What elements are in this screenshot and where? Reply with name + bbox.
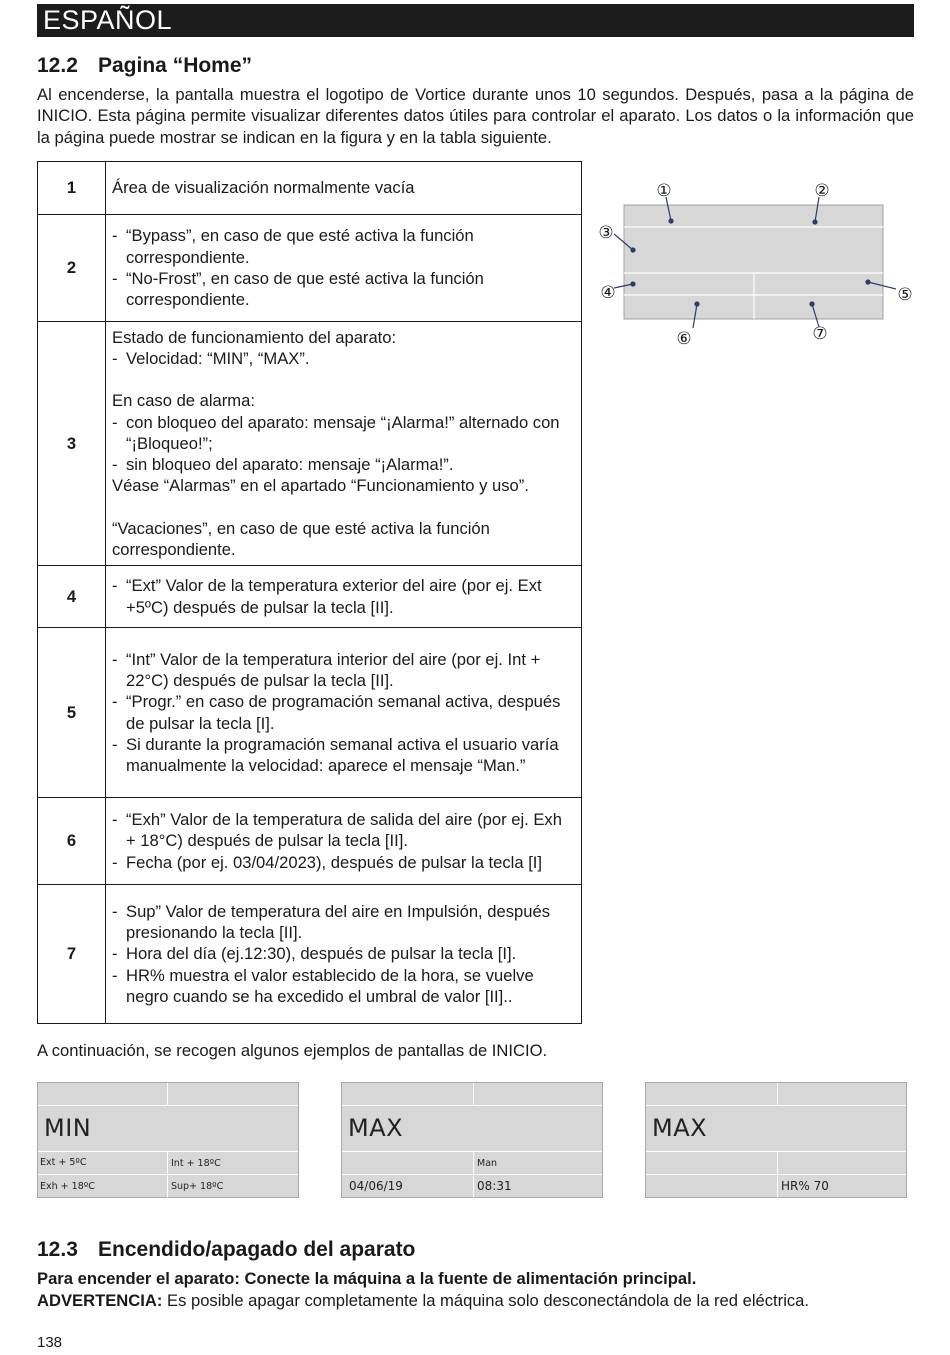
time-value: 08:31 [477, 1179, 512, 1193]
power-on-instruction: Para encender el aparato: Conecte la máquina a la fuente de alimentación principal. [37, 1269, 697, 1288]
display-diagram [596, 176, 916, 348]
description-line: - Velocidad: “MIN”, “MAX”. [112, 348, 310, 368]
language-header: ESPAÑOL [37, 4, 914, 37]
description-line: Área de visualización normalmente vacía [112, 178, 415, 198]
description-line: - Si durante la programación semanal activa el usuario varía manualmente la velocidad: aparece el mensaje “Man.” [112, 734, 559, 776]
callout-dot-5 [866, 280, 870, 284]
section-number: 12.3 [37, 1238, 78, 1261]
section-number: 12.2 [37, 54, 78, 77]
table-row [38, 162, 582, 215]
row-number: 4 [38, 566, 106, 628]
callout-dot-1 [669, 219, 673, 223]
sup-temp: Sup+ 18ºC [171, 1181, 224, 1192]
callout-label-2: ② [814, 181, 830, 201]
description-line: - “Progr.” en caso de programación semanal activa, después de pulsar la tecla [I]. [112, 692, 561, 733]
row-number: 6 [38, 798, 106, 885]
description-line: - “Bypass”, en caso de que esté activa la función correspondiente. [112, 226, 474, 267]
description-line: - con bloqueo del aparato: mensaje “¡Alarma!” alternado con “¡Bloqueo!”; [112, 412, 560, 453]
callout-label-5: ⑤ [897, 285, 913, 305]
row-description [106, 215, 582, 322]
table-row [38, 628, 582, 798]
speed-label: MAX [652, 1114, 708, 1142]
example-screen-3 [645, 1082, 907, 1198]
table-row [38, 885, 582, 1024]
humidity-value: HR% 70 [781, 1179, 829, 1193]
callout-dot-7 [810, 302, 814, 306]
table-row [38, 322, 582, 566]
ext-temp: Ext + 5ºC [40, 1157, 87, 1168]
examples-intro: A continuación, se recogen algunos ejemplos de pantallas de INICIO. [37, 1041, 548, 1060]
description-line: - Hora del día (ej.12:30), después de pulsar la tecla [I]. [112, 944, 517, 964]
row-description [106, 322, 582, 566]
int-temp: Int + 18ºC [171, 1158, 221, 1169]
row-number: 2 [38, 215, 106, 322]
description-line: - Fecha (por ej. 03/04/2023), después de pulsar la tecla [I] [112, 852, 543, 872]
row-description [106, 566, 582, 628]
table-row [38, 798, 582, 885]
description-line: - “Ext” Valor de la temperatura exterior del aire (por ej. Ext +5ºC) después de pulsar la tecla [II]. [112, 576, 542, 617]
row-number: 1 [38, 162, 106, 215]
description-line: - “Int” Valor de la temperatura interior del aire (por ej. Int + 22°C) después de pulsar la tecla [II]. [112, 649, 541, 690]
callout-label-6: ⑥ [676, 329, 692, 348]
info-table [37, 161, 582, 1024]
speed-label: MIN [44, 1114, 92, 1142]
row-number: 5 [38, 628, 106, 798]
description-line: En caso de alarma: [112, 391, 255, 411]
section-title-12-2 [37, 54, 252, 78]
table-row [38, 215, 582, 322]
callout-label-7: ⑦ [812, 324, 828, 344]
description-line: - HR% muestra el valor establecido de la hora, se vuelve negro cuando se ha excedido el umbral de valor [II].. [112, 965, 534, 1006]
warning-label: ADVERTENCIA: [37, 1291, 163, 1310]
description-line: - sin bloqueo del aparato: mensaje “¡Alarma!”. [112, 455, 454, 475]
table-row [38, 566, 582, 628]
date-value: 04/06/19 [349, 1179, 403, 1193]
callout-label-3: ③ [598, 223, 614, 243]
row-number: 3 [38, 322, 106, 566]
callout-dot-4 [631, 282, 635, 286]
warning-text: Es posible apagar completamente la máquina solo desconectándola de la red eléctrica. [162, 1291, 810, 1310]
description-line: Véase “Alarmas” en el apartado “Funcionamiento y uso”. [112, 476, 529, 496]
callout-label-4: ④ [600, 283, 616, 303]
row-description [106, 162, 582, 215]
row-number: 7 [38, 885, 106, 1024]
section-heading: Encendido/apagado del aparato [98, 1238, 416, 1261]
callout-dot-3 [631, 248, 635, 252]
callout-dot-2 [813, 220, 817, 224]
description-line: Estado de funcionamiento del aparato: [112, 327, 397, 347]
callout-dot-6 [695, 302, 699, 306]
speed-label: MAX [348, 1114, 404, 1142]
callout-label-1: ① [656, 181, 672, 201]
description-line: - Sup” Valor de temperatura del aire en Impulsión, después presionando la tecla [II]. [112, 901, 550, 943]
example-screen-1 [37, 1082, 299, 1198]
intro-paragraph: Al encenderse, la pantalla muestra el logotipo de Vortice durante unos 10 segundos. Después, pasa a la página de INICIO. Esta página permite visualizar diferentes datos útiles para controlar el aparato. Los datos o la información que la página puede mostrar se indican en la figura y en la tabla siguiente. [37, 85, 914, 147]
warning-line [37, 1291, 809, 1311]
row-description [106, 798, 582, 885]
example-screen-2 [341, 1082, 603, 1198]
page-number: 138 [37, 1334, 63, 1351]
description-line: - “No-Frost”, en caso de que esté activa la función correspondiente. [112, 269, 484, 310]
exh-temp: Exh + 18ºC [40, 1181, 95, 1192]
section-title-12-3 [37, 1238, 415, 1262]
manual-indicator: Man [477, 1158, 498, 1169]
row-description [106, 885, 582, 1024]
row-description [106, 628, 582, 798]
section-heading: Pagina “Home” [98, 54, 253, 77]
description-line: “Vacaciones”, en caso de que esté activa la función correspondiente. [112, 518, 490, 560]
description-line: - “Exh” Valor de la temperatura de salida del aire (por ej. Exh + 18°C) después de pulsar la tecla [II]. [112, 810, 562, 851]
